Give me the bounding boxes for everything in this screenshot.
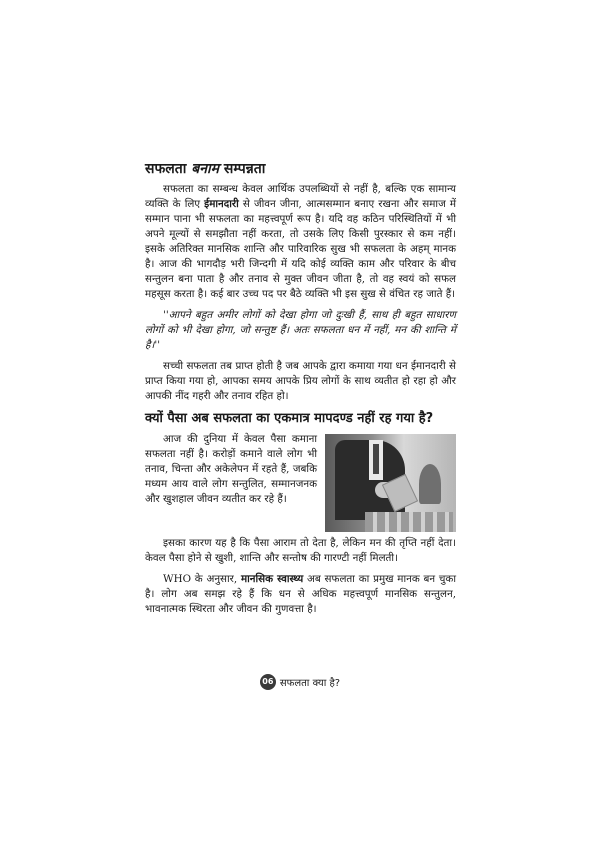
section-heading-success-vs-prosperity (145, 160, 456, 178)
bold-honesty: ईमानदारी (204, 198, 239, 210)
businessman-money-photo (325, 434, 456, 532)
paragraph-text: से जीवन जीना, आत्मसम्मान बनाए रखना और समाज में सम्मान पाना भी सफलता का महत्त्वपूर्ण रूप है। यदि वह कठिन परिस्थितियों में भी अपने मूल्यों से समझौता नहीं करता, तो उसके लिए किसी पुरस्कार से कम नहीं। इसके अतिरिक्त मानसिक शान्ति और पारिवारिक सुख भी सफलता के अहम् मानक है। आज की भागदौड़ भरी जिन्दगी में यदि कोई व्यक्ति काम और परिवार के बीच सन्तुलन बना पाता है और तनाव से मुक्त जीवन जीता है, तो वह स्वयं को सफल महसूस करता है। कई बार उच्च पद पर बैठे व्यक्ति भी इस सुख से वंचित रह जाते हैं। (145, 198, 456, 300)
page-content (145, 160, 456, 623)
bold-mental-health: मानसिक स्वास्थ्य (240, 573, 304, 585)
paragraph-text: WHO के अनुसार, (163, 573, 241, 585)
heading-word-versus: बनाम (191, 161, 219, 177)
paragraph-text: सफलता का सम्बन्ध केवल आर्थिक उपलब्धियों से नहीं है, बल्कि एक सामान्य व्यक्ति के लिए (145, 183, 456, 210)
photo-tie (373, 444, 379, 474)
footer-title: सफलता क्या है? (279, 678, 341, 689)
photo-coin-stacks (365, 512, 453, 532)
paragraph-success-meaning (145, 182, 456, 302)
quote-paragraph: ''आपने बहुत अमीर लोगों को देखा होगा जो दुःखी हैं, साथ ही बहुत साधारण लोगों को भी देखा होगा, जो सन्तुष्ट हैं। अतः सफलता धन में नहीं, मन की शान्ति में है।'' (145, 309, 456, 351)
paragraph-reason: इसका कारण यह है कि पैसा आराम तो देता है, लेकिन मन की तृप्ति नहीं देता। केवल पैसा होने से खुशी, शान्ति और सन्तोष की गारण्टी नहीं मिलती। (145, 537, 456, 564)
paragraph-money-not-success: आज की दुनिया में केवल पैसा कमाना सफलता नहीं है। करोड़ों कमाने वाले लोग भी तनाव, चिन्ता और अकेलेपन में रहते हैं, जबकि मध्यम आय वाले लोग सन्तुलित, सम्मानजनक और खुशहाल जीवन व्यतीत कर रहे हैं। (145, 433, 317, 505)
paragraph-true-success: सच्ची सफलता तब प्राप्त होती है जब आपके द्वारा कमाया गया धन ईमानदारी से प्राप्त किया गया हो, आपका समय आपके प्रिय लोगों के साथ व्यतीत हो रहा हो और आपकी नींद गहरी और तनाव रहित हो। (145, 360, 456, 402)
paragraph-text: अब सफलता का प्रमुख मानक बन चुका है। लोग अब समझ रहे हैं कि धन से अधिक महत्त्वपूर्ण मानसिक सन्तुलन, भावनात्मक स्थिरता और जीवन की गुणवत्ता है। (145, 573, 456, 615)
paragraph-who (145, 572, 456, 617)
heading-word-prosperity: सम्पन्नता (219, 161, 266, 177)
text-with-image (145, 432, 456, 536)
photo-money-plant (419, 464, 441, 504)
section-heading-money-not-measure: क्यों पैसा अब सफलता का एकमात्र मापदण्ड नहीं रह गया है? (145, 411, 434, 426)
page-footer (0, 674, 600, 690)
heading-word-success: सफलता (145, 161, 192, 177)
page-number-badge: 06 (260, 674, 276, 690)
